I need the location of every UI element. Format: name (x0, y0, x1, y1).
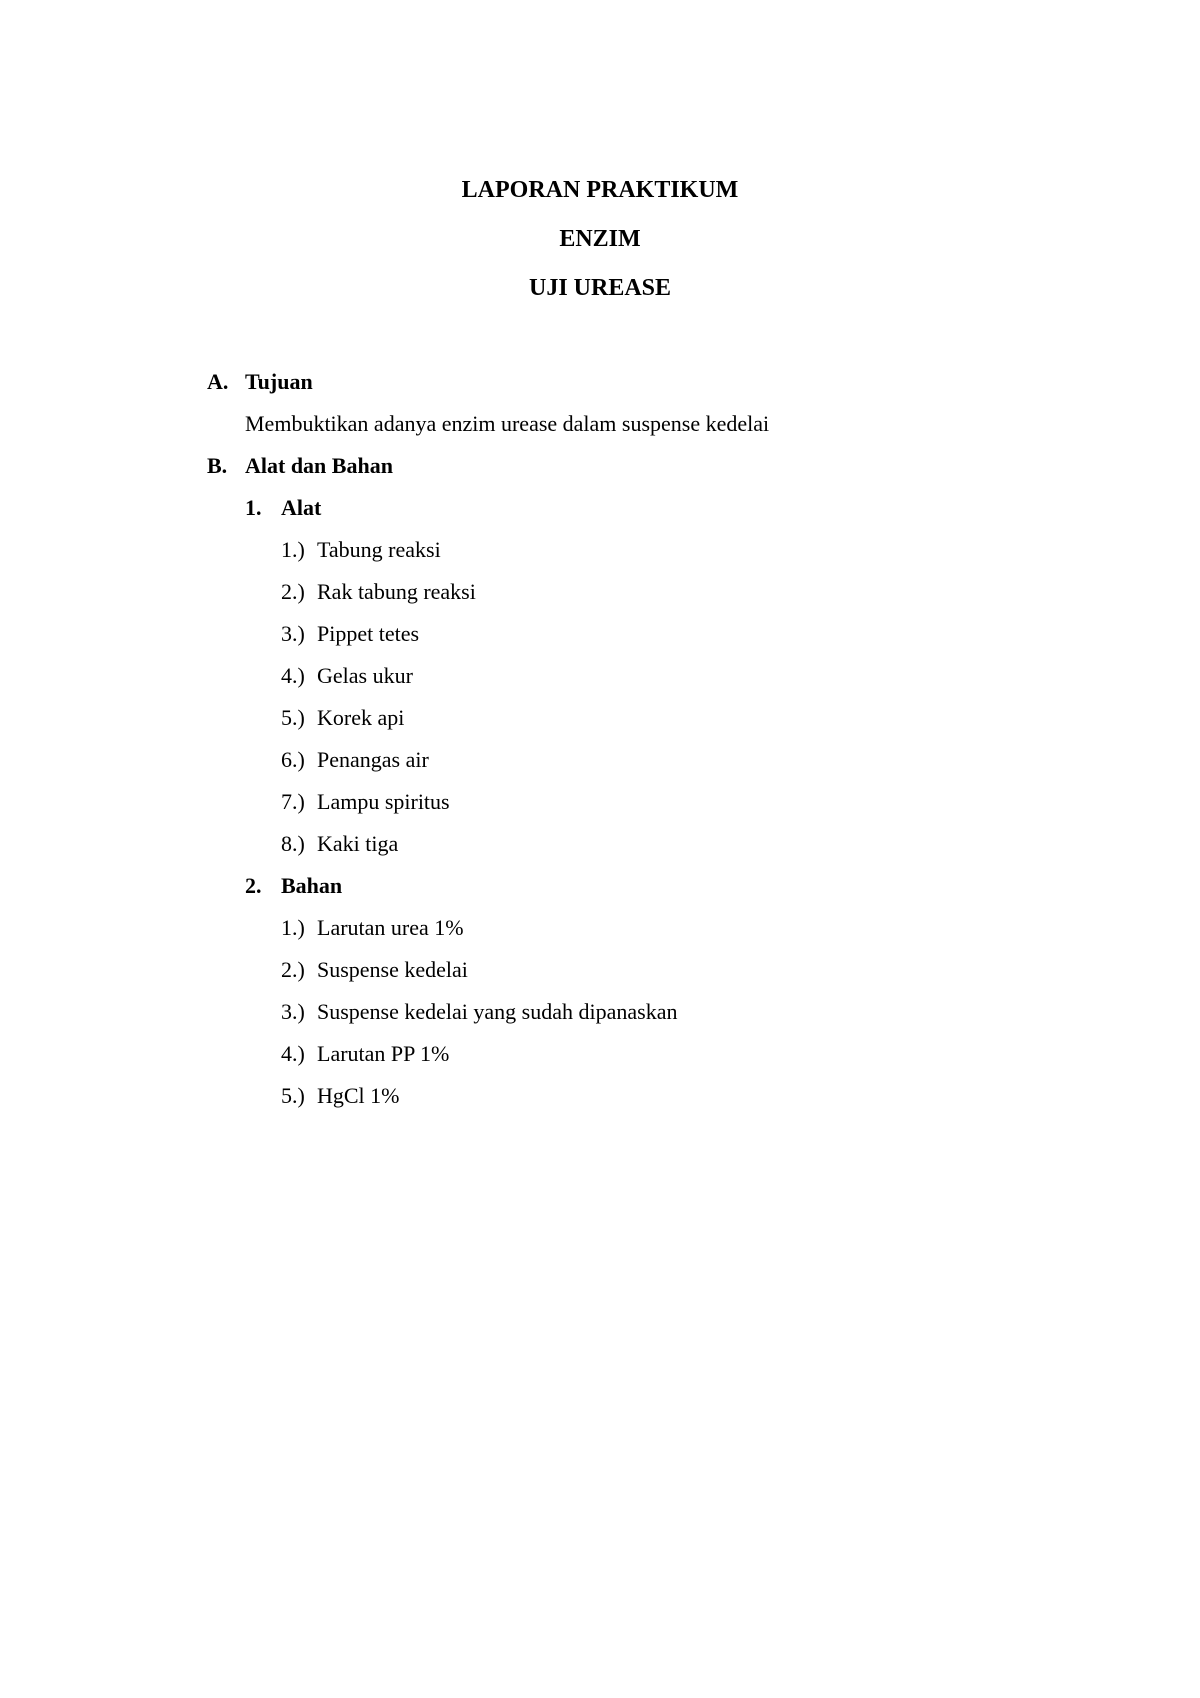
list-item-marker: 5.) (281, 705, 305, 730)
list-item (281, 577, 476, 607)
list-item-text: Suspense kedelai yang sudah dipanaskan (317, 999, 678, 1024)
list-item (281, 787, 450, 817)
list-item (281, 661, 413, 691)
section-b-title: Alat dan Bahan (245, 453, 393, 478)
list-item-text: Korek api (317, 705, 405, 730)
section-a-marker: A. (207, 369, 229, 394)
list-item-marker: 8.) (281, 831, 305, 856)
subsection-bahan-marker: 2. (245, 873, 262, 898)
list-item-text: Gelas ukur (317, 663, 413, 688)
list-item-marker: 2.) (281, 957, 305, 982)
title-line-3: UJI UREASE (528, 275, 672, 301)
list-item-marker: 7.) (281, 789, 305, 814)
subsection-bahan-title: Bahan (281, 873, 343, 898)
section-a-heading (207, 367, 313, 397)
list-item-text: Penangas air (317, 747, 429, 772)
list-item-marker: 4.) (281, 1041, 305, 1066)
list-item (281, 913, 464, 943)
list-item-text: Pippet tetes (317, 621, 420, 646)
list-item (281, 535, 441, 565)
list-item-marker: 5.) (281, 1083, 305, 1108)
title-line-1: LAPORAN PRAKTIKUM (461, 177, 739, 203)
list-item-text: Kaki tiga (317, 831, 399, 856)
subsection-bahan-heading (245, 871, 342, 901)
section-b-heading (207, 451, 393, 481)
title-line-2: ENZIM (559, 226, 641, 252)
section-a-title: Tujuan (245, 369, 313, 394)
list-item (281, 997, 677, 1027)
list-item-marker: 2.) (281, 579, 305, 604)
list-item-text: Larutan PP 1% (317, 1041, 450, 1066)
list-item-text: Lampu spiritus (317, 789, 450, 814)
list-item-marker: 4.) (281, 663, 305, 688)
list-item-text: Tabung reaksi (317, 537, 441, 562)
list-item-marker: 1.) (281, 915, 305, 940)
subsection-alat-marker: 1. (245, 495, 262, 520)
list-item-text: HgCl 1% (317, 1083, 400, 1108)
list-item (281, 745, 429, 775)
list-item-marker: 3.) (281, 621, 305, 646)
list-item-text: Suspense kedelai (317, 957, 468, 982)
list-item (281, 829, 398, 859)
list-item-text: Larutan urea 1% (317, 915, 464, 940)
list-item (281, 1039, 449, 1069)
list-item (281, 703, 404, 733)
list-item (281, 619, 419, 649)
subsection-alat-title: Alat (281, 495, 322, 520)
list-item-marker: 1.) (281, 537, 305, 562)
list-item-marker: 3.) (281, 999, 305, 1024)
section-b-marker: B. (207, 453, 228, 478)
list-item (281, 955, 468, 985)
list-item-marker: 6.) (281, 747, 305, 772)
section-a-text: Membuktikan adanya enzim urease dalam suspense kedelai (245, 411, 770, 436)
list-item (281, 1081, 400, 1111)
list-item-text: Rak tabung reaksi (317, 579, 476, 604)
subsection-alat-heading (245, 493, 321, 523)
